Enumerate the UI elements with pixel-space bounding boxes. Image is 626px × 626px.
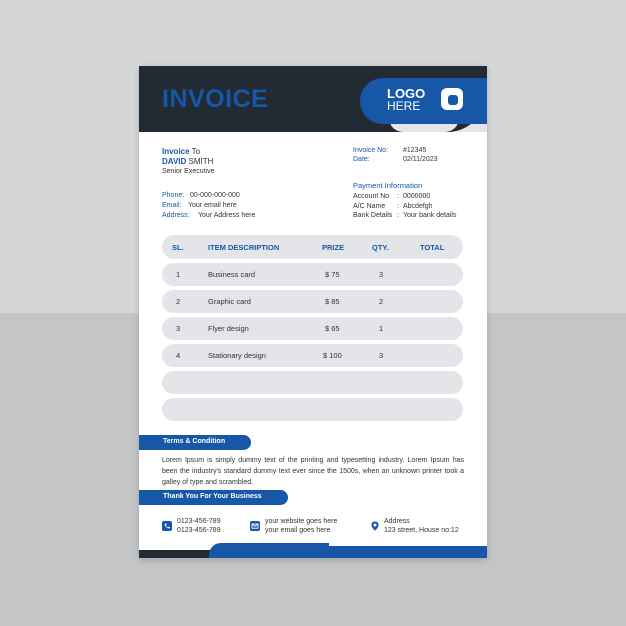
col-description: ITEM DESCRIPTION xyxy=(208,243,280,252)
footer-phone-1: 0123-456-789 xyxy=(177,518,221,525)
logo-line-1: LOGO xyxy=(387,86,426,101)
row-qty: 3 xyxy=(379,351,384,360)
client-first-name: DAVID xyxy=(162,157,187,166)
row-sl: 3 xyxy=(176,324,181,333)
row-sl: 4 xyxy=(176,351,181,360)
table-row-empty xyxy=(162,398,463,421)
footer-phone-2: 0123-456-789 xyxy=(177,527,221,534)
ac-name-label: A/C Name xyxy=(353,203,386,210)
row-price: $ 100 xyxy=(323,351,342,360)
row-qty: 1 xyxy=(379,324,384,333)
footer-website: your website goes here xyxy=(265,518,338,525)
row-price: $ 65 xyxy=(325,324,340,333)
date-value: 02/11/2023 xyxy=(403,156,438,163)
col-price: PRIZE xyxy=(322,243,345,252)
date-label: Date: xyxy=(353,156,370,163)
bank-value: Your bank details xyxy=(403,212,457,219)
bank-label: Bank Details xyxy=(353,212,393,219)
address-value: Your Address here xyxy=(198,212,256,219)
address-label: Address: xyxy=(162,212,190,219)
sep-2: : xyxy=(397,203,399,210)
thanks-banner xyxy=(139,490,288,505)
client-name xyxy=(162,157,213,166)
mail-icon xyxy=(250,521,260,531)
footer-address: 123 street, House no:12 xyxy=(384,527,459,534)
invoice-sheet xyxy=(139,66,487,558)
phone-label: Phone: xyxy=(162,192,185,199)
email-label: Email: xyxy=(162,202,182,209)
terms-text: Lorem Ipsum is simply dummy text of the printing and typesetting industry. Lorem Ipsum has been the industry's standard dummy text ever since the 1500s, when an unknown printer took a galley of type and scrambled. xyxy=(162,457,464,486)
invoice-to-label xyxy=(162,147,200,156)
table-row xyxy=(162,263,463,286)
invoice-to-rest: To xyxy=(189,147,201,156)
client-last-name: SMITH xyxy=(186,157,214,166)
table-header xyxy=(162,235,463,259)
col-qty: QTY. xyxy=(372,243,389,252)
table-row xyxy=(162,344,463,367)
row-qty: 2 xyxy=(379,297,384,306)
row-qty: 3 xyxy=(379,270,384,279)
thanks-text: Thank You For Your Business xyxy=(163,493,262,500)
col-total: TOTAL xyxy=(420,243,445,252)
footer-address-label: Address xyxy=(384,518,410,525)
logo-square-icon xyxy=(441,88,463,110)
invoice-no-label: Invoice No: xyxy=(353,147,389,154)
account-label: Account No xyxy=(353,193,390,200)
col-sl: SL. xyxy=(172,243,184,252)
location-pin-icon xyxy=(370,521,380,531)
terms-banner xyxy=(139,435,251,450)
invoice-title: INVOICE xyxy=(162,85,269,113)
footer-blue-band xyxy=(322,546,487,558)
row-description: Business card xyxy=(208,270,256,279)
client-role: Senior Executive xyxy=(162,168,215,175)
invoice-no-value: #12345 xyxy=(403,147,427,154)
table-row xyxy=(162,317,463,340)
terms-title: Terms & Condition xyxy=(163,438,226,445)
phone-icon xyxy=(162,521,172,531)
row-description: Flyer design xyxy=(208,324,249,333)
row-description: Stationary design xyxy=(208,351,266,360)
table-row-empty xyxy=(162,371,463,394)
footer-email: your email goes here xyxy=(265,527,331,534)
sep-1: : xyxy=(397,193,399,200)
payment-title: Payment Information xyxy=(353,181,423,190)
ac-name-value: Abcdefgh xyxy=(403,203,433,210)
table-row xyxy=(162,290,463,313)
row-price: $ 75 xyxy=(325,270,340,279)
footer-blue-curve xyxy=(209,543,329,558)
logo-text xyxy=(387,87,425,113)
invoice-to-bold: Invoice xyxy=(162,147,190,156)
sep-3: : xyxy=(397,212,399,219)
row-sl: 1 xyxy=(176,270,181,279)
account-value: 0000000 xyxy=(403,193,431,200)
row-sl: 2 xyxy=(176,297,181,306)
phone-value: 00-000-000-000 xyxy=(190,192,240,199)
logo-line-2: HERE xyxy=(387,99,421,113)
row-price: $ 85 xyxy=(325,297,340,306)
email-value: Your email here xyxy=(188,202,237,209)
row-description: Graphic card xyxy=(208,297,251,306)
